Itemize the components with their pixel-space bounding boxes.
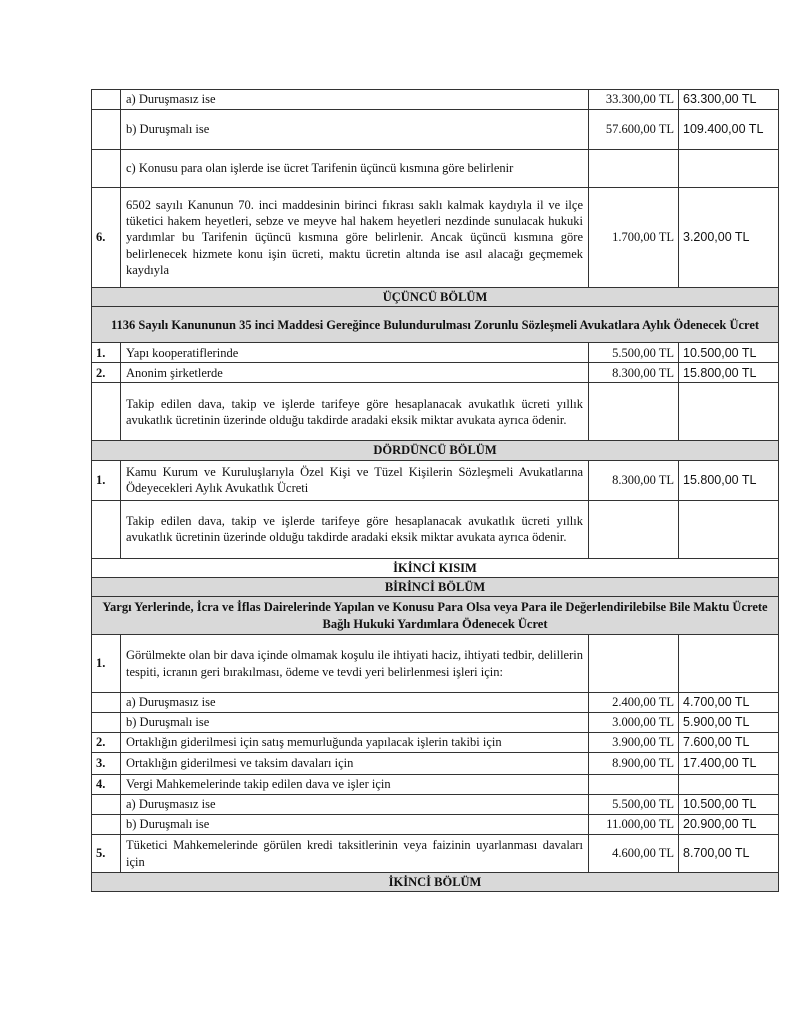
section-title: ÜÇÜNCÜ BÖLÜM — [92, 288, 779, 307]
section-header-row — [92, 288, 779, 307]
old-fee — [589, 775, 679, 795]
table-row — [92, 500, 779, 558]
new-fee: 15.800,00 TL — [679, 460, 779, 500]
old-fee: 11.000,00 TL — [589, 815, 679, 835]
new-fee: 5.900,00 TL — [679, 713, 779, 733]
old-fee: 8.300,00 TL — [589, 363, 679, 383]
table-row — [92, 150, 779, 188]
section-header-row — [92, 441, 779, 460]
table-row — [92, 713, 779, 733]
new-fee: 17.400,00 TL — [679, 753, 779, 775]
item-description: b) Duruşmalı ise — [121, 815, 589, 835]
section-header-row — [92, 307, 779, 343]
item-number — [92, 150, 121, 188]
item-description: Ortaklığın giderilmesi için satış memurluğunda yapılacak işlerin takibi için — [121, 733, 589, 753]
section-title: BİRİNCİ BÖLÜM — [92, 577, 779, 596]
new-fee: 4.700,00 TL — [679, 693, 779, 713]
old-fee: 57.600,00 TL — [589, 110, 679, 150]
section-header-row — [92, 558, 779, 577]
table-row — [92, 635, 779, 693]
item-number: 1. — [92, 343, 121, 363]
item-description: a) Duruşmasız ise — [121, 90, 589, 110]
new-fee: 15.800,00 TL — [679, 363, 779, 383]
old-fee: 3.000,00 TL — [589, 713, 679, 733]
section-title: İKİNCİ KISIM — [92, 558, 779, 577]
table-row — [92, 460, 779, 500]
item-description: Tüketici Mahkemelerinde görülen kredi taksitlerinin veya faizinin uyarlanması davaları için — [121, 835, 589, 873]
item-description: b) Duruşmalı ise — [121, 713, 589, 733]
table-row — [92, 343, 779, 363]
old-fee: 5.500,00 TL — [589, 343, 679, 363]
new-fee: 20.900,00 TL — [679, 815, 779, 835]
item-number — [92, 713, 121, 733]
table-row — [92, 90, 779, 110]
item-number: 2. — [92, 733, 121, 753]
item-number — [92, 500, 121, 558]
item-number — [92, 795, 121, 815]
item-number: 1. — [92, 460, 121, 500]
item-number — [92, 383, 121, 441]
new-fee: 10.500,00 TL — [679, 343, 779, 363]
item-number: 1. — [92, 635, 121, 693]
item-description: Takip edilen dava, takip ve işlerde tarifeye göre hesaplanacak avukatlık ücreti yıllık avukatlık ücretinin üzerinde olduğu takdirde aradaki eksik miktar avukata ayrıca ödenir. — [121, 383, 589, 441]
new-fee: 3.200,00 TL — [679, 188, 779, 288]
old-fee: 8.900,00 TL — [589, 753, 679, 775]
item-number: 3. — [92, 753, 121, 775]
table-row — [92, 815, 779, 835]
new-fee: 7.600,00 TL — [679, 733, 779, 753]
item-number: 2. — [92, 363, 121, 383]
table-row — [92, 753, 779, 775]
item-number: 6. — [92, 188, 121, 288]
old-fee: 33.300,00 TL — [589, 90, 679, 110]
item-description: Görülmekte olan bir dava içinde olmamak koşulu ile ihtiyati haciz, ihtiyati tedbir, delillerin tespiti, icranın geri bırakılması, ödeme ve tevdi yeri belirlenmesi işleri için: — [121, 635, 589, 693]
item-description: b) Duruşmalı ise — [121, 110, 589, 150]
table-row — [92, 110, 779, 150]
item-number — [92, 90, 121, 110]
old-fee — [589, 383, 679, 441]
table-row — [92, 383, 779, 441]
old-fee: 4.600,00 TL — [589, 835, 679, 873]
old-fee — [589, 500, 679, 558]
new-fee: 109.400,00 TL — [679, 110, 779, 150]
new-fee — [679, 500, 779, 558]
old-fee: 8.300,00 TL — [589, 460, 679, 500]
item-description: Anonim şirketlerde — [121, 363, 589, 383]
new-fee — [679, 775, 779, 795]
fee-tariff-table-body — [92, 90, 779, 892]
table-row — [92, 795, 779, 815]
table-row — [92, 693, 779, 713]
new-fee — [679, 383, 779, 441]
old-fee — [589, 150, 679, 188]
item-description: Ortaklığın giderilmesi ve taksim davaları için — [121, 753, 589, 775]
old-fee: 3.900,00 TL — [589, 733, 679, 753]
item-description: c) Konusu para olan işlerde ise ücret Tarifenin üçüncü kısmına göre belirlenir — [121, 150, 589, 188]
item-number: 5. — [92, 835, 121, 873]
item-description: 6502 sayılı Kanunun 70. inci maddesinin birinci fıkrası saklı kalmak kaydıyla il ve ilçe tüketici hakem heyetleri, sebze ve meyve hal hakem heyetleri nezdinde sunulacak hukuki yardımlar bu Tarifenin üçüncü kısmına göre belirlenir. Ancak üçüncü kısmına göre belirlenecek hizmete konu işin ücreti, maktu ücretin altında ise asıl alacağı geçmemek kaydıyla — [121, 188, 589, 288]
item-description: a) Duruşmasız ise — [121, 795, 589, 815]
table-row — [92, 775, 779, 795]
old-fee: 1.700,00 TL — [589, 188, 679, 288]
old-fee: 2.400,00 TL — [589, 693, 679, 713]
table-row — [92, 188, 779, 288]
section-header-row — [92, 577, 779, 596]
section-title: DÖRDÜNCÜ BÖLÜM — [92, 441, 779, 460]
table-row — [92, 733, 779, 753]
item-description: Takip edilen dava, takip ve işlerde tarifeye göre hesaplanacak avukatlık ücreti yıllık avukatlık ücretinin üzerinde olduğu takdirde aradaki eksik miktar avukata ayrıca ödenir. — [121, 500, 589, 558]
item-number: 4. — [92, 775, 121, 795]
item-description: a) Duruşmasız ise — [121, 693, 589, 713]
section-header-row — [92, 873, 779, 892]
section-title: İKİNCİ BÖLÜM — [92, 873, 779, 892]
table-row — [92, 363, 779, 383]
table-row — [92, 835, 779, 873]
fee-tariff-table — [91, 89, 779, 892]
new-fee: 63.300,00 TL — [679, 90, 779, 110]
fee-tariff-page — [91, 89, 778, 892]
section-title: Yargı Yerlerinde, İcra ve İflas Dairelerinde Yapılan ve Konusu Para Olsa veya Para ile Değerlendirilebilse Bile Maktu Ücrete Bağlı Hukuki Yardımlara Ödenecek Ücret — [92, 597, 779, 635]
new-fee — [679, 150, 779, 188]
new-fee: 8.700,00 TL — [679, 835, 779, 873]
old-fee: 5.500,00 TL — [589, 795, 679, 815]
item-number — [92, 693, 121, 713]
item-description: Vergi Mahkemelerinde takip edilen dava ve işler için — [121, 775, 589, 795]
section-title: 1136 Sayılı Kanununun 35 inci Maddesi Gereğince Bulundurulması Zorunlu Sözleşmeli Avukatlara Aylık Ödenecek Ücret — [92, 307, 779, 343]
section-header-row — [92, 597, 779, 635]
new-fee: 10.500,00 TL — [679, 795, 779, 815]
item-description: Yapı kooperatiflerinde — [121, 343, 589, 363]
new-fee — [679, 635, 779, 693]
old-fee — [589, 635, 679, 693]
item-number — [92, 110, 121, 150]
item-description: Kamu Kurum ve Kuruluşlarıyla Özel Kişi ve Tüzel Kişilerin Sözleşmeli Avukatlarına Ödeyecekleri Aylık Avukatlık Ücreti — [121, 460, 589, 500]
item-number — [92, 815, 121, 835]
